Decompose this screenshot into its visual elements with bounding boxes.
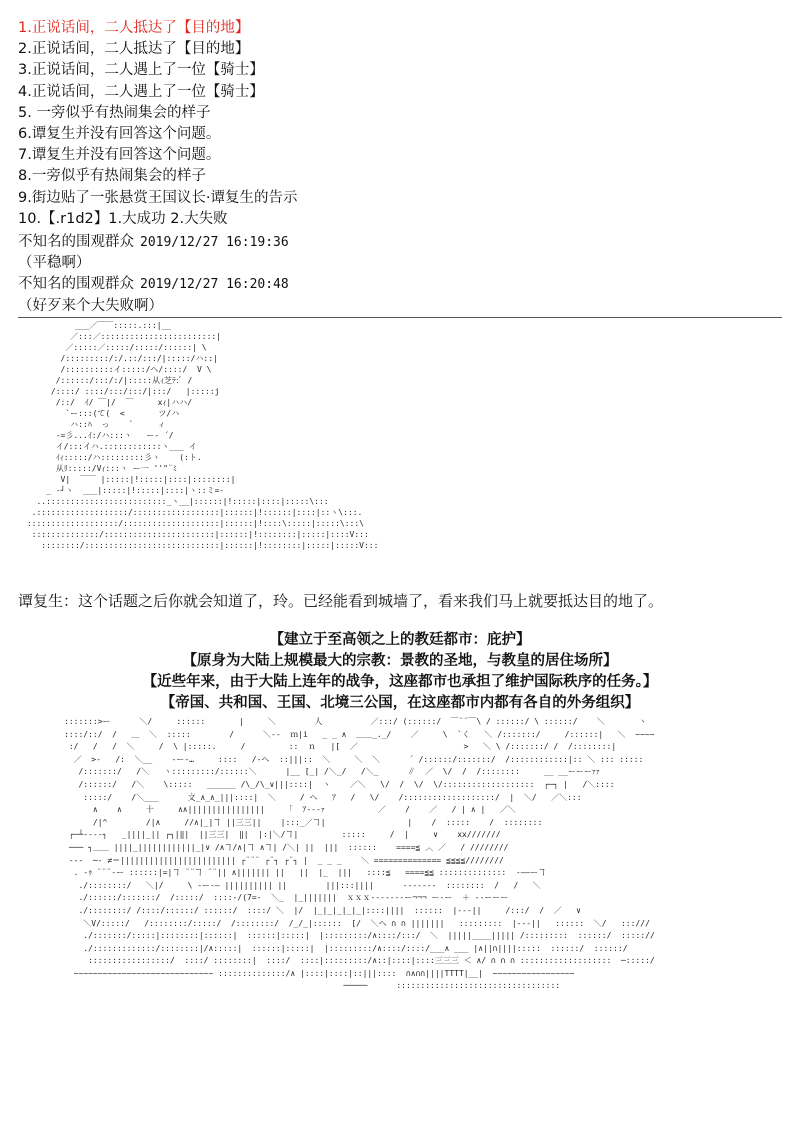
poll-option-9: 9.街边贴了一张悬赏王国议长·谭复生的告示	[18, 189, 298, 206]
comment-author: 不知名的围观群众	[18, 234, 134, 250]
banner-line-2: 【原身为大陆上规模最大的宗教：景教的圣地，与教皇的居住场所】	[182, 653, 618, 669]
banner-line-3: 【近些年来，由于大陆上连年的战争，这座都市也承担了维护国际秩序的任务。】	[142, 674, 658, 690]
city-ascii-art: :::::::>ー ＼/ :::::: | ＼ 人 ／:::/ (::::::/ ￣¨¨￣\ / ::::::/ \ ::::::/ ＼ ヽ ::::/::/ / ＿ ＼ ::::: / ＼‐‐ ｍ|i _ _ ∧ ＿＿_._/ ／ \ `く ＼ /:::::::/ /::::::| ＼ ~~~~ :/ / / ＼ / \ |:::::. / :: ｎ |[ ／ > ＼ \ /:::::::/ / /::::::::| ／ >‐ /: ＼__ ‐ー‐… :::: /‐ヘ ::|||:: ＼ ＼ ＼ ´ /::::::/:::::::/ /::::::::::::|:: ＼ ::: ::::: /:::::::/ /＼ ヽ:::::::::/::::::＼ |__ [_| /＼_/ /＼_ ∥ ／ \/ / /:::::::: __ __ーーーｧｧ /::::::/ /＼ \::::: ______ /\_/\_∨|||::::| ヽ ／＼ \/ / \/ \/::::::::::::::::::: ┌─┐ | /＼:::: :::::/ /＼___ 文_∧_∧_|||::::| ＼ / ヘ ｱ / \/ /:::::::::::::::::::/ | ＼/ ／＼::: ∧ ∧ 十 ∧∧|||||||||||||||| ｢ ｱ‐‐‐ｧ ／ / ／ / | ∧ | ／＼ /|^ /|∧ //∧|_|ヿ ||三三|| |:::_／ヿ| | / ::::: / :::::::: ┌─┴‐‐‐‐┐ _||||_|| ┌┐|‖| ||三三| ‖| |:|＼/ヿ| ::::: / | ∨ xx/////// ─── ┐＿＿ ||||_||||||||||||_|∨ /∧ヿ/∧|ヿ ∧ヿ| /＼| || ||| :::::: ====≦ ︿ ／ / //////// ‐‐‐ ─‐ ≠＝|||||||||||||||||||||||| ┌¨¨¨ ┌¨┐ ┌¨┐ | _ _ _ ＼ ============== ≦≦≦≦//////// . -ｩ ¨¨¨‐ー ::::::|=|ヿ ¨¨ヿ ¨¨|| ∧||||||| || || |_ ||| ::::≦ ====≦≦ :::::::::::::: -――ーヿ ./::::::::/ ＼|/ \ ‐ー‐― |||||||||| || |||:::|||| ‐‐‐‐‐‐‐ :::::::: / / ＼ ./::::::/:::::::/ /:::::/ ::::‐/(7=- ＼_ |_||||||| ｘｘｘ‐‐‐‐‐‐‐ー¬¬¬ ー‐ー ＋ ‐‐ーーー ./::::::::/ /::::/::::::/ ::::::/ ::::/ ＼ |/ |_|_|_|_|_|::::|||| :::::: |‐‐‐|| /:::/ / ／ ∨ ＼V/:::::/ /::::::::/:::::/ /::::::::/ /_/_|:::::: [/ ＼ヘ ∩ ∩ ||||||| ::::::::: |‐‐‐|| :::::: ＼/ :::/// ./:::::::/:::::|::::::::|::::::| ::::::|:::::| |:::::::::/∧::::/:::/ ＼ |||||____||||| /::::::::: ::::::/ :::::// ./:::::::::::::/::::::::|/∧:::::| ::::::|:::::| |:::::::::/∧::::/::::/___∧ ___ |∧||∩||||::::: ::::::/ ::::::/ :::::::::::::::::/ ::::/ ::::::::| ::::/ ::::|:::::::::/∧::|::::|::::三三三 ＜ ∧/ ∩ ∩ ∩ ::::::::::::::::::: ─:::::/ ~~~~~~~~~~~~~~~~~~~~~~~~~~~~~ ::::::::::::::/∧ |::::|::::|::|||:::: ∩∧∩∩||||TTTT|__| ~~~~~~~~~~~~~~~~~ ───── ::::::::::::::::::::::::::::::::::	[64, 717, 655, 991]
poll-options	[18, 18, 297, 230]
poll-option-1: 1.正说话间，二人抵达了【目的地】	[18, 20, 250, 36]
poll-option-4: 4.正说话间，二人遇上了一位【骑士】	[18, 83, 264, 100]
comment-header	[18, 232, 289, 253]
poll-option-5: 5. 一旁似乎有热闹集会的样子	[18, 104, 211, 121]
dialog-line: 谭复生：这个话题之后你就会知道了，玲。已经能看到城墙了，看来我们马上就要抵达目的地了。	[18, 592, 664, 610]
poll-option-7: 7.谭复生并没有回答这个问题。	[18, 147, 221, 164]
banner-line-4: 【帝国、共和国、王国、北境三公国，在这座都市内都有各自的外务组织】	[160, 695, 640, 711]
comment-author: 不知名的围观群众	[18, 276, 134, 293]
poll-option-3: 3.正说话间，二人遇上了一位【骑士】	[18, 62, 264, 79]
comment-timestamp: 2019/12/27 16:19:36	[140, 235, 289, 250]
comment-text: （好歹来个大失败啊）	[18, 297, 163, 314]
poll-option-2: 2.正说话间，二人抵达了【目的地】	[18, 41, 250, 58]
comment-timestamp: 2019/12/27 16:20:48	[140, 277, 289, 293]
comment-text: （平稳啊）	[18, 255, 91, 272]
divider	[18, 317, 782, 318]
poll-option-6: 6.谭复生并没有回答这个问题。	[18, 126, 221, 143]
banner-line-1: 【建立于至高领之上的教廷都市：庇护】	[269, 632, 531, 648]
location-banner	[60, 630, 740, 714]
poll-option-10: 10.【.r1d2】1.大成功 2.大失败	[18, 210, 228, 227]
comment-list	[18, 232, 289, 317]
poll-option-8: 8.一旁似乎有热闹集会的样子	[18, 168, 206, 185]
comment-header	[18, 274, 289, 295]
character-ascii-art: ___／￣￣:::::.:::|__ ／:::／::::::::::::::::::::::::| ／:::::／:::::/:::::/::::::| \ /:::::::::/:/.::/:::/|:::::/ハ::| /::::::::::イ:::::/ヘ/::::/ V \ /::::::/:::/:/|:::::从ｨ芝ﾃ:ﾞ / /::::/ ::::/:::/:::/|:::/ |:::::j /::/ ｲ/ ￣|/ ￣ xｨ|ハハ/ `ー:::(て( < ツ/ハ ハ::ﾊ っ ` ィ ‐=彡...ｲ:/ハ:::ヽ ー‐ ´/ イ/:::イハ.::::::::::::ヽ___ イ ｲｨ:::::/ハ:::::::::彡ヽ (:ト. 从ﾘ:::::/Vｨ:::ヽ ー一 ''"¨ﾐ V| ￣￣ |:::::|!:::::|::::|::::::::| _ -┘ヽ ___|:::::|!:::::|::::|ヽ::ミ=- ..:::::::::::::::::::::::::_ヽ__|::::::|!:::::|::::|:::::\::: .:::::::::::::::::::/::::::::::::::::::|::::::|!::::::|::::|::ヽ\:::. :::::::::::::::::::/::::::::::::::::::::|::::::|!::::\:::::|:::::\:::\ ::::::::::::::/:::::::::::::::::::::::|::::::|!::::::::|:::::|::::V::: ::::::::/::::::::::::::::::::::::::::|::::::|!::::::::|:::::|:::::V:::	[26, 321, 379, 550]
